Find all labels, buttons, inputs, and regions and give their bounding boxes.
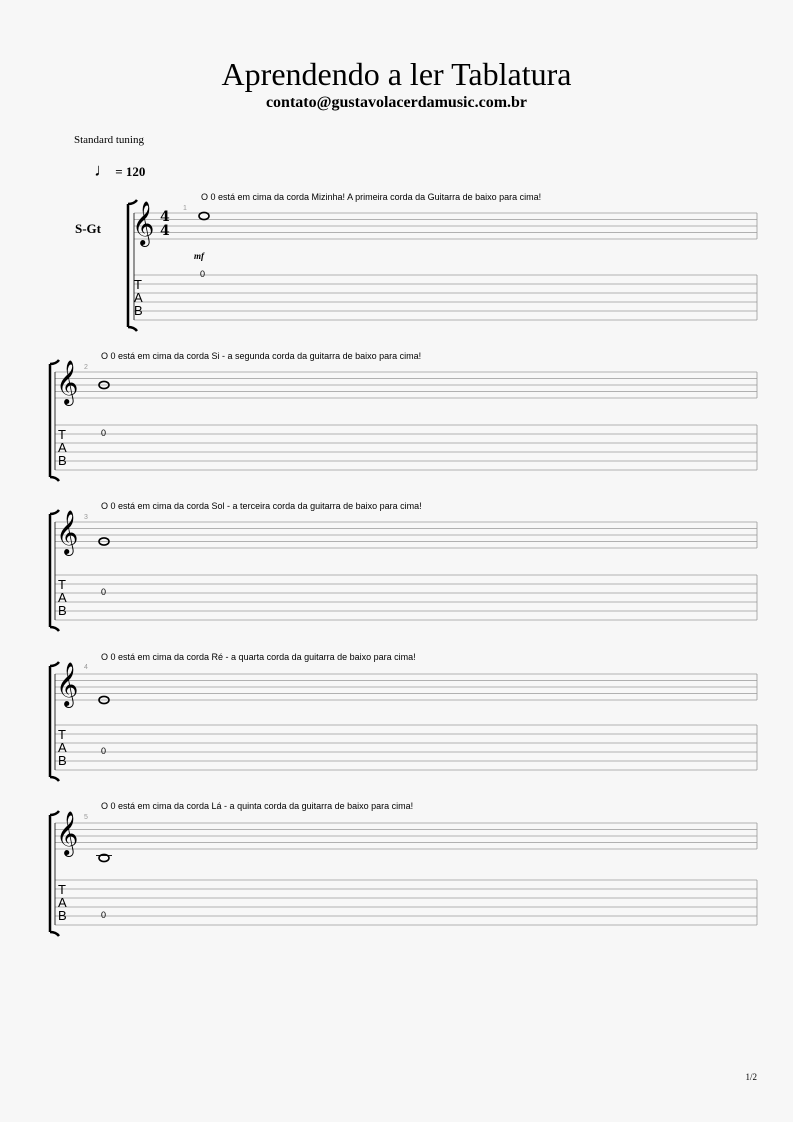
bar-number: 3 [84,514,88,521]
tab-fret-number: 0 [101,428,107,438]
measure-annotation: O 0 está em cima da corda Si - a segunda corda da guitarra de baixo para cima! [101,351,422,361]
instrument-name: S-Gt [75,221,101,236]
tab-letter: T [58,727,66,742]
tab-label [58,428,67,467]
tab-letter: A [58,440,67,455]
tab-label [58,728,67,767]
tempo-value: = 120 [115,164,146,179]
tab-letter: B [58,908,67,923]
time-signature-bottom: 4 [160,223,170,239]
whole-note [199,212,209,219]
bar-number: 5 [84,814,88,821]
tuning-label: Standard tuning [74,134,144,146]
tab-label [58,883,67,922]
quarter-note-icon: ♩ [94,160,112,180]
tab-label [58,578,67,617]
treble-clef-icon: 𝄞 [56,510,79,554]
tab-letter: T [58,577,66,592]
tab-letter: A [58,740,67,755]
tab-letter: A [134,290,143,305]
score-subtitle: contato@gustavolacerdamusic.com.br [265,94,528,111]
tab-letter: B [58,753,67,768]
score-title: Aprendendo a ler Tablatura [221,56,572,92]
tab-letter: B [134,303,143,318]
system-4 [55,674,757,770]
tab-letter: B [58,603,67,618]
tab-fret-number: 0 [101,746,107,756]
treble-clef-icon: 𝄞 [56,662,79,706]
tab-fret-number: 0 [101,587,107,597]
tab-letter: T [58,882,66,897]
system-3 [55,522,757,620]
tab-letter: T [58,427,66,442]
tab-letter: A [58,590,67,605]
time-signature-top: 4 [160,209,170,225]
tab-letter: T [134,277,142,292]
dynamic-marking: mf [194,251,204,261]
bar-number: 2 [84,364,88,371]
measure-annotation: O 0 está em cima da corda Mizinha! A primeira corda da Guitarra de baixo para cima! [201,192,542,202]
measure-annotation: O 0 está em cima da corda Ré - a quarta corda da guitarra de baixo para cima! [101,652,416,662]
tab-label [134,278,143,317]
treble-clef-icon: 𝄞 [56,360,79,404]
system-1 [134,213,757,320]
measure-annotation: O 0 está em cima da corda Lá - a quinta corda da guitarra de baixo para cima! [101,801,414,811]
system-2 [55,372,757,470]
page-number: 1/2 [745,1072,757,1082]
tab-fret-number: 0 [200,269,206,279]
treble-clef-icon: 𝄞 [132,201,155,245]
measure-annotation: O 0 está em cima da corda Sol - a terceira corda da guitarra de baixo para cima! [101,501,422,511]
tab-letter: A [58,895,67,910]
treble-clef-icon: 𝄞 [56,811,79,855]
system-5 [55,823,757,925]
tab-letter: B [58,453,67,468]
tab-fret-number: 0 [101,910,107,920]
bar-number: 4 [84,664,88,671]
bar-number: 1 [183,205,187,212]
